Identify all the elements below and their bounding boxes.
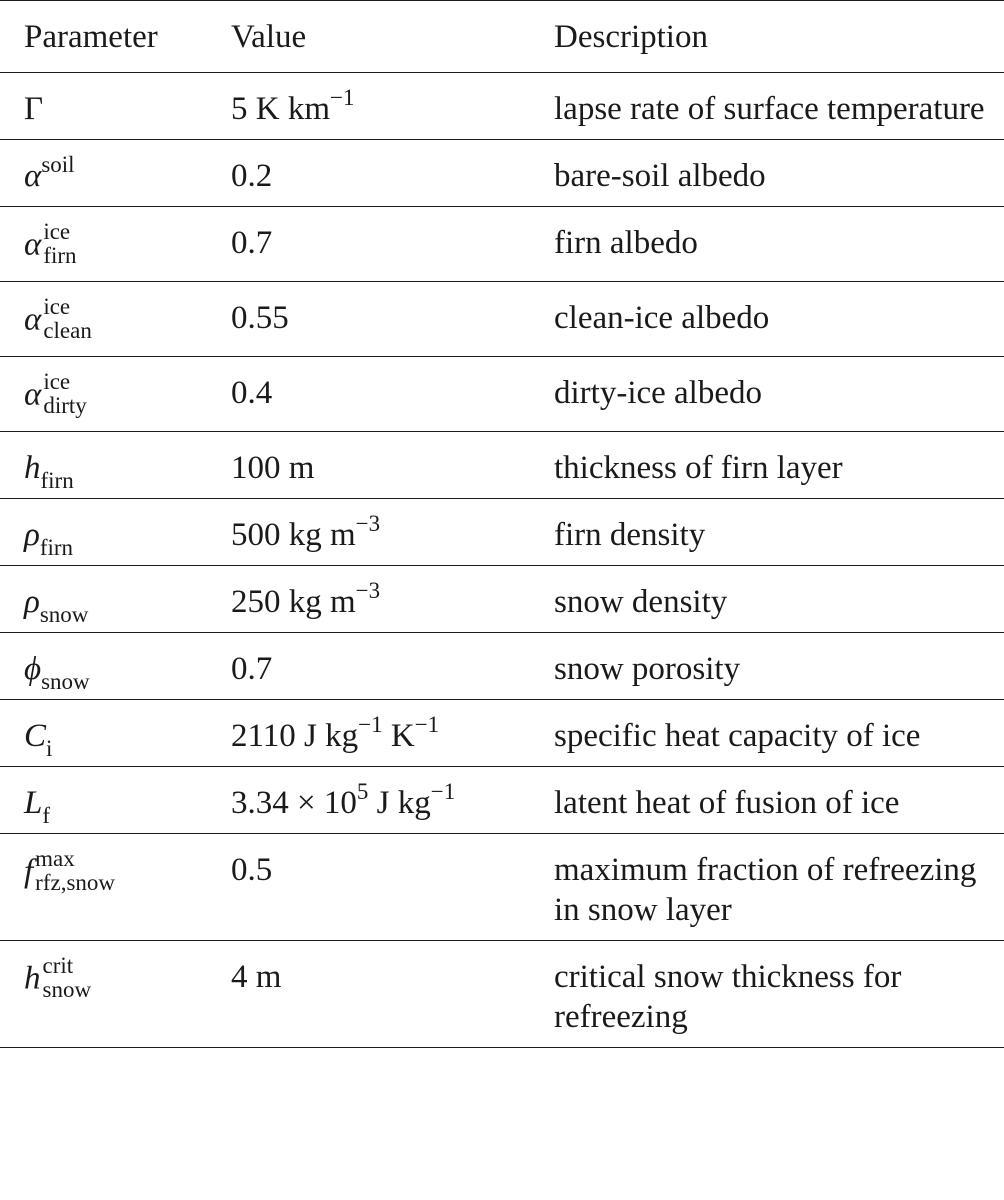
value-cell: 250 kg $m^{-3}$ xyxy=(207,566,534,633)
description-cell: specific heat capacity of ice xyxy=(534,700,1004,767)
param-cell: $\alpha^{soil}$ xyxy=(0,140,207,207)
description-cell: clean-ice albedo xyxy=(534,282,1004,357)
param-cell: $\rho_{snow}$ xyxy=(0,566,207,633)
description-cell: snow porosity xyxy=(534,633,1004,700)
table-row xyxy=(0,767,1004,834)
value-cell: 0.55 xyxy=(207,282,534,357)
param-cell: α ice firn xyxy=(0,207,207,282)
table-row xyxy=(0,941,1004,1048)
table-row xyxy=(0,633,1004,700)
table-row xyxy=(0,499,1004,566)
description-cell: critical snow thickness for refreezing xyxy=(534,941,1004,1048)
table-row xyxy=(0,834,1004,941)
value-cell: 100 m xyxy=(207,432,534,499)
param-cell: $C_i$ xyxy=(0,700,207,767)
table-row xyxy=(0,357,1004,432)
description-cell: firn albedo xyxy=(534,207,1004,282)
value-cell: 2110 J $kg^{-1}$ $K^{-1}$ xyxy=(207,700,534,767)
description-cell: snow density xyxy=(534,566,1004,633)
param-cell: $L_f$ xyxy=(0,767,207,834)
value-cell: 0.4 xyxy=(207,357,534,432)
description-cell: firn density xyxy=(534,499,1004,566)
description-cell: maximum fraction of refreezing in snow layer xyxy=(534,834,1004,941)
table-row xyxy=(0,700,1004,767)
param-cell: h crit snow xyxy=(0,941,207,1048)
value-cell: 4 m xyxy=(207,941,534,1048)
description-cell: dirty-ice albedo xyxy=(534,357,1004,432)
table-row xyxy=(0,140,1004,207)
param-cell: α ice clean xyxy=(0,282,207,357)
description-cell: lapse rate of surface temperature xyxy=(534,73,1004,140)
description-cell: thickness of firn layer xyxy=(534,432,1004,499)
header-parameter: Parameter xyxy=(0,1,207,73)
value-cell: 0.2 xyxy=(207,140,534,207)
param-cell: f max rfz,snow xyxy=(0,834,207,941)
header-description: Description xyxy=(534,1,1004,73)
table-row xyxy=(0,432,1004,499)
param-cell xyxy=(0,73,207,140)
description-cell: latent heat of fusion of ice xyxy=(534,767,1004,834)
param-cell: $\rho_{firn}$ xyxy=(0,499,207,566)
header-value: Value xyxy=(207,1,534,73)
value-cell: 0.7 xyxy=(207,207,534,282)
param-cell: α ice dirty xyxy=(0,357,207,432)
value-cell: $3.34 \times 10^5$ J $kg^{-1}$ xyxy=(207,767,534,834)
value-cell: 0.7 xyxy=(207,633,534,700)
header-row xyxy=(0,1,1004,73)
table-row xyxy=(0,73,1004,140)
description-cell: bare-soil albedo xyxy=(534,140,1004,207)
table-row xyxy=(0,282,1004,357)
param-cell: $\phi_{snow}$ xyxy=(0,633,207,700)
value-cell: 5 K $km^{-1}$ xyxy=(207,73,534,140)
param-cell: $h_{firn}$ xyxy=(0,432,207,499)
table-row xyxy=(0,207,1004,282)
table-row xyxy=(0,566,1004,633)
param-symbol: Γ xyxy=(24,91,44,127)
value-cell: 500 kg $m^{-3}$ xyxy=(207,499,534,566)
value-cell: 0.5 xyxy=(207,834,534,941)
